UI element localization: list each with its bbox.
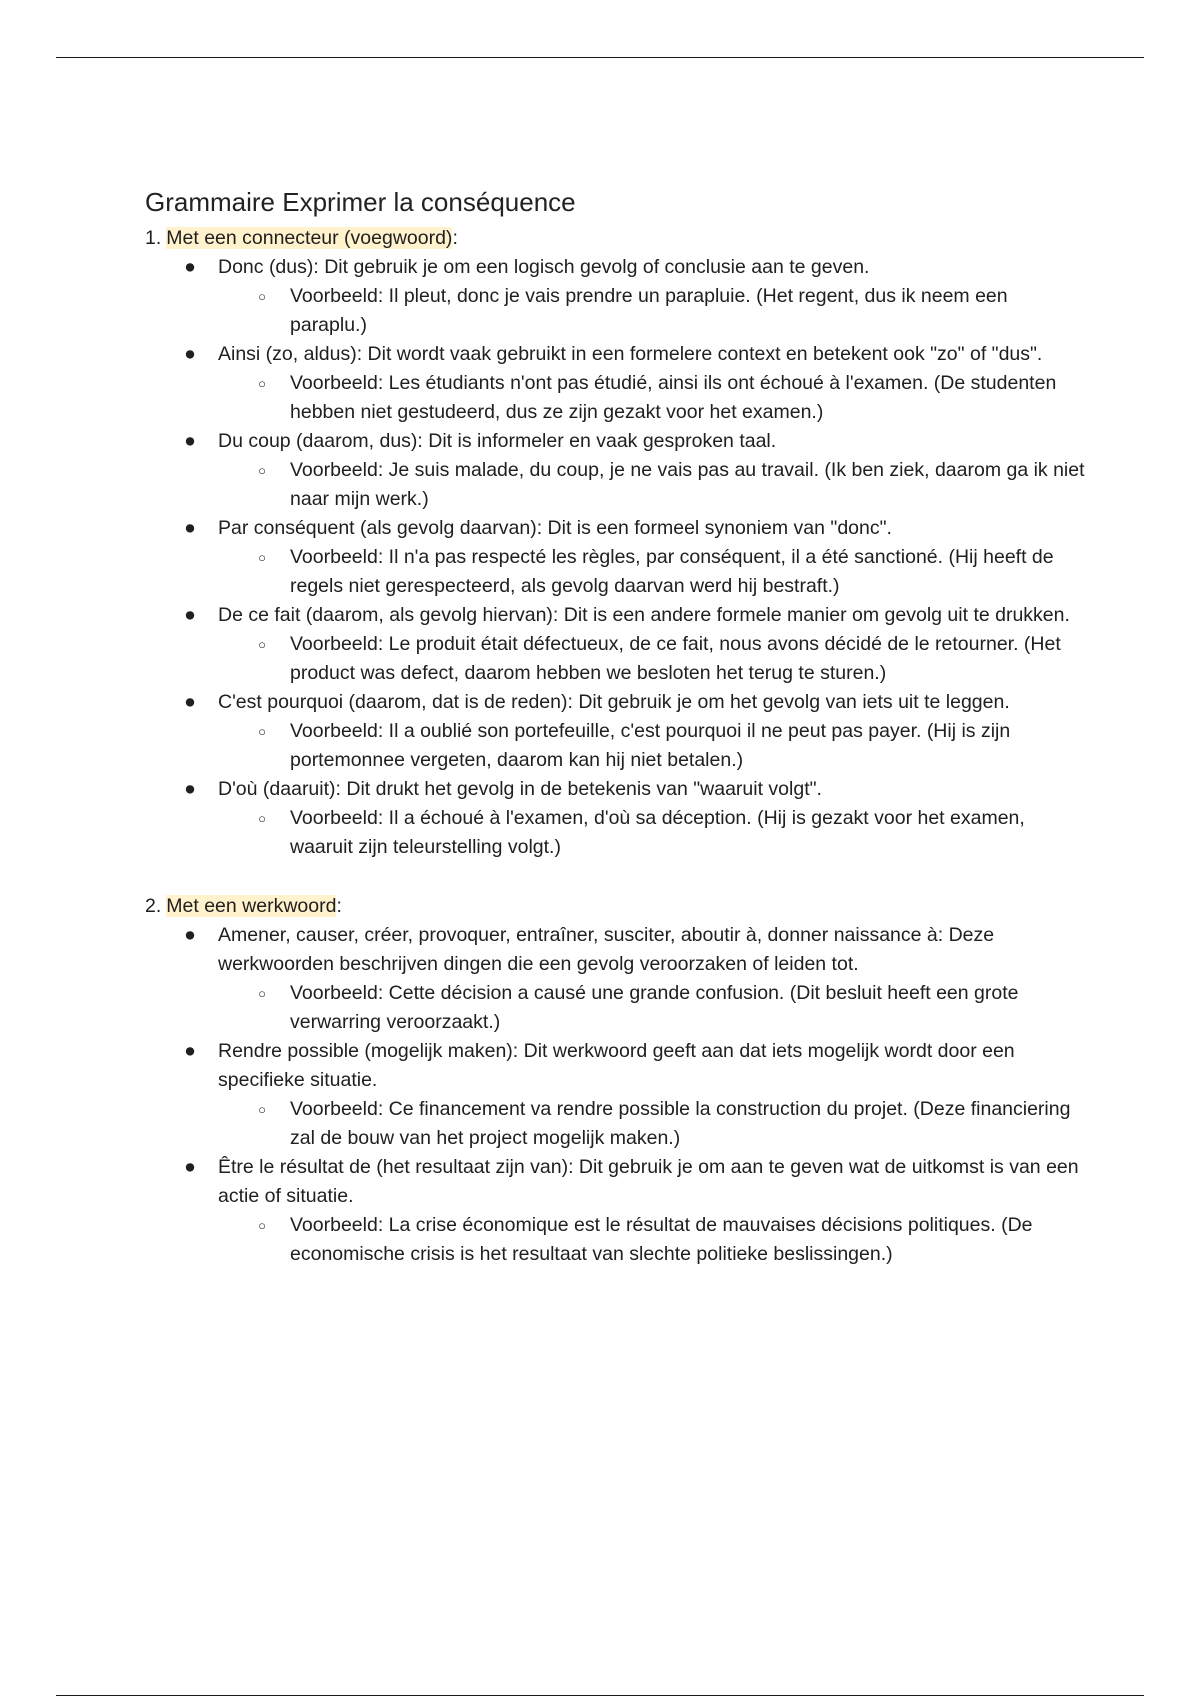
heading-suffix: :: [336, 895, 342, 917]
bullet-icon: ●: [184, 1156, 196, 1178]
section-heading: [145, 224, 1085, 253]
example-text: Voorbeeld: Il n'a pas respecté les règles, par conséquent, il a été sanctioné. (Hij heeft de regels niet gerespecteerd, als gevolg daarvan werd hij bestraft.): [290, 546, 1054, 597]
list-item: [145, 514, 1085, 601]
circle-bullet-icon: ○: [258, 376, 266, 391]
example-item: [218, 804, 1085, 862]
list-item: [145, 1037, 1085, 1153]
bullet-icon: ●: [184, 343, 196, 365]
example-item: [218, 717, 1085, 775]
example-list: [218, 456, 1085, 514]
example-item: [218, 456, 1085, 514]
example-list: [218, 369, 1085, 427]
item-text: Rendre possible (mogelijk maken): Dit werkwoord geeft aan dat iets mogelijk wordt door een specifieke situatie.: [218, 1040, 1015, 1091]
item-text: Ainsi (zo, aldus): Dit wordt vaak gebruikt in een formelere context en betekent ook "zo" of "dus".: [218, 343, 1043, 365]
item-text: Donc (dus): Dit gebruik je om een logisch gevolg of conclusie aan te geven.: [218, 256, 870, 278]
example-item: [218, 543, 1085, 601]
example-text: Voorbeeld: Les étudiants n'ont pas étudié, ainsi ils ont échoué à l'examen. (De studenten hebben niet gestudeerd, dus ze zijn gezakt voor het examen.): [290, 372, 1057, 423]
list-item: [145, 340, 1085, 427]
list-item: [145, 1153, 1085, 1269]
circle-bullet-icon: ○: [258, 724, 266, 739]
section-number: 2.: [145, 895, 162, 917]
example-text: Voorbeeld: La crise économique est le résultat de mauvaises décisions politiques. (De economische crisis is het resultaat van slechte politieke beslissingen.): [290, 1214, 1033, 1265]
example-text: Voorbeeld: Ce financement va rendre possible la construction du projet. (Deze financiering zal de bouw van het project mogelijk maken.): [290, 1098, 1071, 1149]
item-text: Par conséquent (als gevolg daarvan): Dit is een formeel synoniem van "donc".: [218, 517, 892, 539]
document-body: [145, 184, 1085, 1269]
list-item: [145, 601, 1085, 688]
section-number: 1.: [145, 227, 162, 249]
highlighted-heading: Met een werkwoord: [166, 895, 337, 917]
example-list: [218, 630, 1085, 688]
example-list: [218, 1095, 1085, 1153]
list-item: [145, 688, 1085, 775]
bullet-icon: ●: [184, 256, 196, 278]
example-list: [218, 979, 1085, 1037]
page-title: Grammaire Exprimer la conséquence: [145, 187, 576, 217]
circle-bullet-icon: ○: [258, 637, 266, 652]
section-connecteur: [145, 224, 1085, 862]
highlighted-heading: Met een connecteur (voegwoord): [166, 227, 453, 249]
werkwoord-list: [145, 921, 1085, 1269]
item-text: C'est pourquoi (daarom, dat is de reden): Dit gebruik je om het gevolg van iets uit te leggen.: [218, 691, 1010, 713]
bottom-rule: [56, 1695, 1144, 1696]
circle-bullet-icon: ○: [258, 289, 266, 304]
example-text: Voorbeeld: Il a échoué à l'examen, d'où sa déception. (Hij is gezakt voor het examen, waaruit zijn teleurstelling volgt.): [290, 807, 1025, 858]
example-item: [218, 630, 1085, 688]
example-text: Voorbeeld: Il pleut, donc je vais prendre un parapluie. (Het regent, dus ik neem een paraplu.): [290, 285, 1008, 336]
circle-bullet-icon: ○: [258, 1102, 266, 1117]
circle-bullet-icon: ○: [258, 986, 266, 1001]
section-werkwoord: [145, 892, 1085, 1269]
circle-bullet-icon: ○: [258, 1218, 266, 1233]
example-item: [218, 282, 1085, 340]
bullet-icon: ●: [184, 924, 196, 946]
bullet-icon: ●: [184, 604, 196, 626]
circle-bullet-icon: ○: [258, 463, 266, 478]
example-text: Voorbeeld: Je suis malade, du coup, je ne vais pas au travail. (Ik ben ziek, daarom ga ik niet naar mijn werk.): [290, 459, 1085, 510]
bullet-icon: ●: [184, 517, 196, 539]
example-item: [218, 369, 1085, 427]
item-text: Du coup (daarom, dus): Dit is informeler en vaak gesproken taal.: [218, 430, 777, 452]
item-text: D'où (daaruit): Dit drukt het gevolg in de betekenis van "waaruit volgt".: [218, 778, 822, 800]
item-text: Amener, causer, créer, provoquer, entraîner, susciter, aboutir à, donner naissance à: Deze werkwoorden beschrijven dingen die een gevolg veroorzaken of leiden tot.: [218, 924, 995, 975]
top-rule: [56, 57, 1144, 58]
circle-bullet-icon: ○: [258, 550, 266, 565]
bullet-icon: ●: [184, 691, 196, 713]
example-text: Voorbeeld: Cette décision a causé une grande confusion. (Dit besluit heeft een grote verwarring veroorzaakt.): [290, 982, 1019, 1033]
example-list: [218, 804, 1085, 862]
example-item: [218, 979, 1085, 1037]
item-text: Être le résultat de (het resultaat zijn van): Dit gebruik je om aan te geven wat de uitkomst is van een actie of situatie.: [218, 1156, 1079, 1207]
item-text: De ce fait (daarom, als gevolg hiervan): Dit is een andere formele manier om gevolg uit te drukken.: [218, 604, 1070, 626]
list-item: [145, 775, 1085, 862]
example-item: [218, 1211, 1085, 1269]
list-item: [145, 253, 1085, 340]
section-heading: [145, 892, 1085, 921]
bullet-icon: ●: [184, 1040, 196, 1062]
example-list: [218, 717, 1085, 775]
example-list: [218, 282, 1085, 340]
list-item: [145, 427, 1085, 514]
example-text: Voorbeeld: Le produit était défectueux, de ce fait, nous avons décidé de le retourner. (Het product was defect, daarom hebben we besloten het terug te sturen.): [290, 633, 1061, 684]
list-item: [145, 921, 1085, 1037]
bullet-icon: ●: [184, 778, 196, 800]
circle-bullet-icon: ○: [258, 811, 266, 826]
example-item: [218, 1095, 1085, 1153]
example-list: [218, 1211, 1085, 1269]
bullet-icon: ●: [184, 430, 196, 452]
example-text: Voorbeeld: Il a oublié son portefeuille, c'est pourquoi il ne peut pas payer. (Hij is zijn portemonnee vergeten, daarom kan hij niet betalen.): [290, 720, 1011, 771]
heading-suffix: :: [452, 227, 458, 249]
example-list: [218, 543, 1085, 601]
connecteur-list: [145, 253, 1085, 862]
